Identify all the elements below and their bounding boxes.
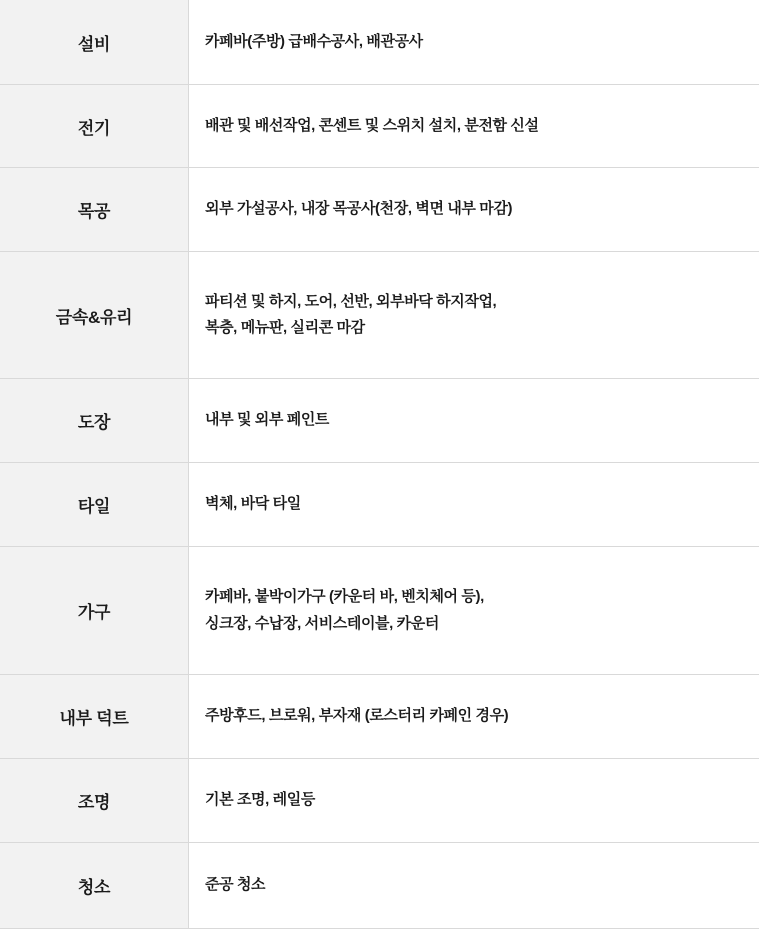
row-description-cell — [189, 843, 759, 929]
table-row — [0, 85, 759, 168]
row-description-cell — [189, 463, 759, 547]
table-row — [0, 547, 759, 675]
row-description-cell — [189, 168, 759, 252]
row-description-cell — [189, 252, 759, 379]
row-category-cell: 전기 — [0, 85, 189, 168]
table-row — [0, 0, 759, 85]
table-row — [0, 759, 759, 843]
table-row — [0, 379, 759, 463]
description-line: 싱크장, 수납장, 서비스테이블, 카운터 — [205, 611, 745, 637]
description-line: 기본 조명, 레일등 — [205, 787, 745, 813]
table-row — [0, 675, 759, 759]
description-line: 외부 가설공사, 내장 목공사(천장, 벽면 내부 마감) — [205, 196, 745, 222]
row-description-cell — [189, 759, 759, 843]
description-line: 주방후드, 브로워, 부자재 (로스터리 카페인 경우) — [205, 703, 745, 729]
description-line: 준공 청소 — [205, 872, 745, 898]
row-category-cell: 목공 — [0, 168, 189, 252]
row-description-cell — [189, 0, 759, 85]
table-row — [0, 843, 759, 929]
table-row — [0, 463, 759, 547]
row-description-cell — [189, 85, 759, 168]
description-line: 벽체, 바닥 타일 — [205, 491, 745, 517]
description-line: 복층, 메뉴판, 실리콘 마감 — [205, 315, 745, 341]
description-line: 내부 및 외부 페인트 — [205, 407, 745, 433]
row-category-cell: 금속&유리 — [0, 252, 189, 379]
table-row — [0, 168, 759, 252]
table-row — [0, 252, 759, 379]
row-description-cell — [189, 547, 759, 675]
row-category-cell: 도장 — [0, 379, 189, 463]
row-category-cell: 청소 — [0, 843, 189, 929]
description-line: 파티션 및 하지, 도어, 선반, 외부바닥 하지작업, — [205, 289, 745, 315]
description-line: 배관 및 배선작업, 콘센트 및 스위치 설치, 분전함 신설 — [205, 113, 745, 139]
row-description-cell — [189, 379, 759, 463]
description-line: 카페바(주방) 급배수공사, 배관공사 — [205, 29, 745, 55]
row-category-cell: 설비 — [0, 0, 189, 85]
description-line: 카페바, 붙박이가구 (카운터 바, 벤치체어 등), — [205, 584, 745, 610]
row-category-cell: 내부 덕트 — [0, 675, 189, 759]
row-description-cell — [189, 675, 759, 759]
row-category-cell: 조명 — [0, 759, 189, 843]
row-category-cell: 가구 — [0, 547, 189, 675]
row-category-cell: 타일 — [0, 463, 189, 547]
